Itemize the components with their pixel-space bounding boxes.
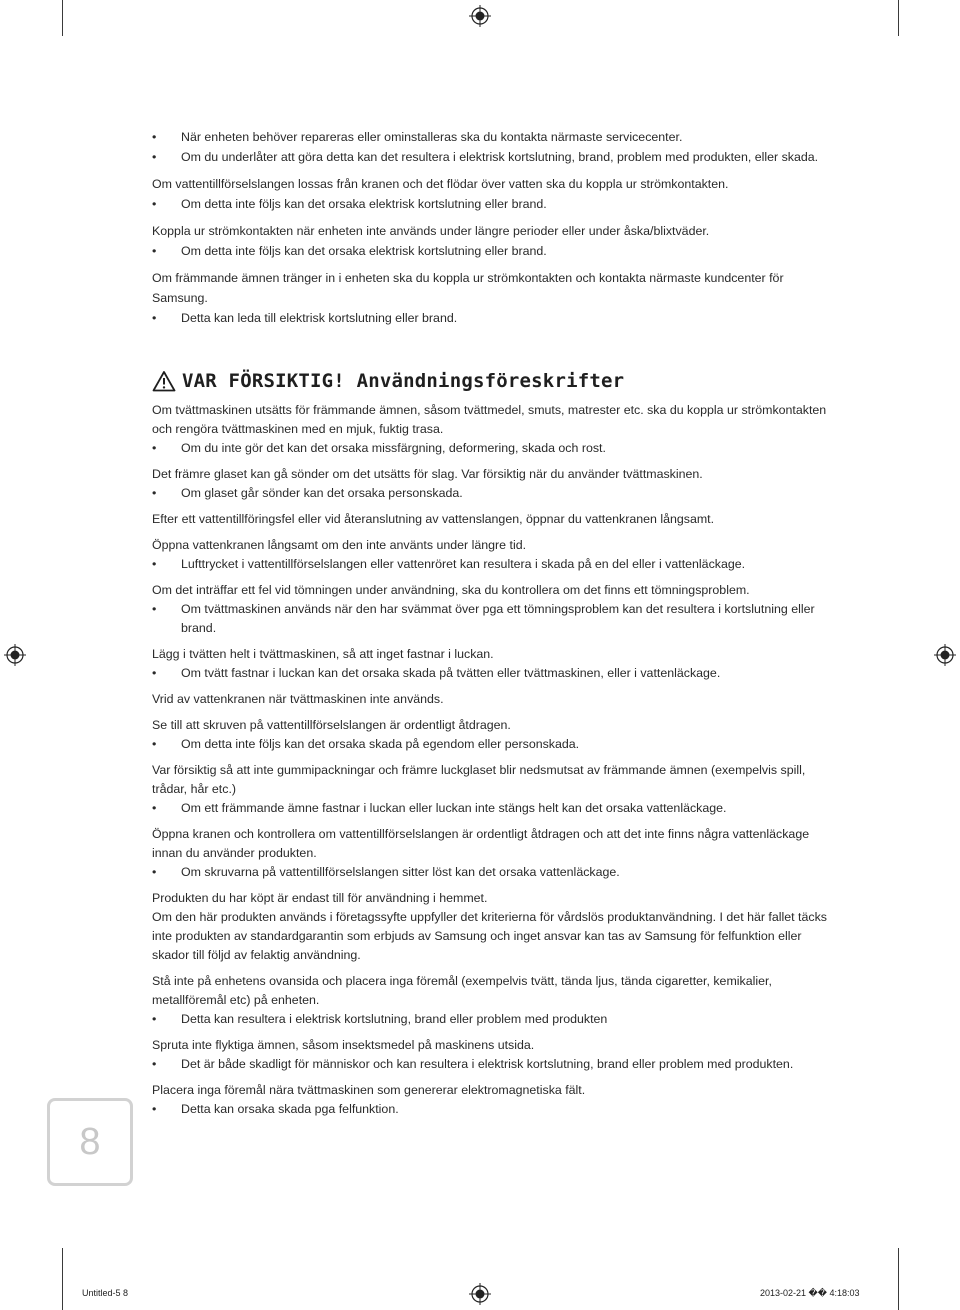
bullet-icon: • xyxy=(152,801,157,815)
bullet-icon: • xyxy=(152,865,157,879)
bullet-icon: • xyxy=(152,441,157,455)
page-number: 8 xyxy=(79,1120,101,1163)
bullet-icon: • xyxy=(152,244,157,258)
bullet-item xyxy=(152,308,832,328)
bullet-text: Om tvätt fastnar i luckan kan det orsaka skada på tvätten eller tvättmaskinen, eller i vattenläckage. xyxy=(181,666,721,680)
registration-mark-icon xyxy=(4,644,26,666)
paragraph: Det främre glaset kan gå sönder om det utsätts för slag. Var försiktig när du använder tvättmaskinen. xyxy=(152,467,703,481)
bullet-item xyxy=(152,863,832,882)
footer-timestamp: 2013-02-21 �� 4:18:03 xyxy=(760,1288,860,1298)
bullet-item xyxy=(152,241,832,261)
bullet-item xyxy=(152,439,832,458)
paragraph: Lägg i tvätten helt i tvättmaskinen, så att inget fastnar i luckan. xyxy=(152,647,494,661)
paragraph: Placera inga föremål nära tvättmaskinen som genererar elektromagnetiska fält. xyxy=(152,1083,586,1097)
bullet-icon: • xyxy=(152,1057,157,1071)
bullet-text: När enheten behöver repareras eller ominstalleras ska du kontakta närmaste servicecenter. xyxy=(181,130,683,144)
bullet-text: Detta kan orsaka skada pga felfunktion. xyxy=(181,1102,399,1116)
paragraph: Öppna vattenkranen långsamt om den inte använts under längre tid. xyxy=(152,538,527,552)
paragraph: Var försiktig så att inte gummipackningar och främre luckglaset blir nedsmutsat av främmande ämnen (exempelvis spill, trådar, hår etc.) xyxy=(152,763,806,796)
crop-mark xyxy=(62,0,63,36)
bullet-icon: • xyxy=(152,311,157,325)
crop-mark xyxy=(62,1248,63,1310)
bullet-item xyxy=(152,735,832,754)
bullet-text: Om detta inte följs kan det orsaka elektrisk kortslutning eller brand. xyxy=(181,197,547,211)
bullet-text: Om du underlåter att göra detta kan det resultera i elektrisk kortslutning, brand, problem med produkten, eller skada. xyxy=(181,150,819,164)
paragraph: Om den här produkten används i företagssyfte uppfyller det kriterierna för vårdslös produktanvändning. I det här fallet täcks inte produkten av standardgarantin som erbjuds av Samsung och inget ansvar kan tas av Samsung för felfunktion eller skador till följd av felaktig användning. xyxy=(152,910,827,962)
bullet-text: Detta kan leda till elektrisk kortslutning eller brand. xyxy=(181,311,458,325)
paragraph: Spruta inte flyktiga ämnen, såsom insektsmedel på maskinens utsida. xyxy=(152,1038,535,1052)
bullet-icon: • xyxy=(152,602,157,616)
bullet-icon: • xyxy=(152,557,157,571)
bullet-text: Om detta inte följs kan det orsaka skada på egendom eller personskada. xyxy=(181,737,580,751)
registration-mark-icon xyxy=(469,1283,491,1305)
heading-title: VAR FÖRSIKTIG! Användningsföreskrifter xyxy=(182,370,625,392)
registration-mark-icon xyxy=(934,644,956,666)
bullet-icon: • xyxy=(152,737,157,751)
bullet-text: Om glaset går sönder kan det orsaka personskada. xyxy=(181,486,463,500)
bullet-icon: • xyxy=(152,486,157,500)
bullet-item xyxy=(152,1100,832,1119)
paragraph: Stå inte på enhetens ovansida och placera inga föremål (exempelvis tvätt, tända ljus, tända cigaretter, kemikalier, metallföremål etc) på enheten. xyxy=(152,974,772,1007)
page-number-box xyxy=(47,1098,133,1186)
paragraph: Vrid av vattenkranen när tvättmaskinen inte används. xyxy=(152,692,444,706)
bullet-text: Om du inte gör det kan det orsaka missfärgning, deformering, skada och rost. xyxy=(181,441,606,455)
bullet-item xyxy=(152,484,832,503)
warning-icon xyxy=(152,370,176,392)
bullet-item xyxy=(152,127,832,147)
bullet-text: Om tvättmaskinen används när den har svämmat över pga ett tömningsproblem kan det resultera i kortslutning eller brand. xyxy=(181,602,815,635)
bullet-item xyxy=(152,664,832,683)
bullet-text: Om detta inte följs kan det orsaka elektrisk kortslutning eller brand. xyxy=(181,244,547,258)
bullet-text: Det är både skadligt för människor och kan resultera i elektrisk kortslutning, brand eller problem med produkten. xyxy=(181,1057,794,1071)
bullet-icon: • xyxy=(152,197,157,211)
bullet-icon: • xyxy=(152,1102,157,1116)
bullet-item xyxy=(152,1055,832,1074)
paragraph: Se till att skruven på vattentillförselslangen är ordentligt åtdragen. xyxy=(152,718,511,732)
paragraph: Om det inträffar ett fel vid tömningen under användning, ska du kontrollera om det finns ett tömningsproblem. xyxy=(152,583,750,597)
paragraph: Om tvättmaskinen utsätts för främmande ämnen, såsom tvättmedel, smuts, matrester etc. ska du koppla ur strömkontakten och rengöra tvättmaskinen med en mjuk, fuktig trasa. xyxy=(152,403,827,436)
bullet-icon: • xyxy=(152,150,157,164)
paragraph: Öppna kranen och kontrollera om vattentillförselslangen är ordentligt åtdragen och att det inte finns några vattenläckage innan du använder produkten. xyxy=(152,827,810,860)
registration-mark-icon xyxy=(469,5,491,27)
bullet-item xyxy=(152,555,832,574)
paragraph: Efter ett vattentillföringsfel eller vid återanslutning av vattenslangen, öppnar du vattenkranen långsamt. xyxy=(152,512,715,526)
section-2-content xyxy=(152,401,832,1119)
bullet-item xyxy=(152,600,832,638)
crop-mark xyxy=(898,0,899,36)
paragraph: Om främmande ämnen tränger in i enheten ska du koppla ur strömkontakten och kontakta närmaste kundcenter för Samsung. xyxy=(152,271,784,305)
paragraph: Koppla ur strömkontakten när enheten inte används under längre perioder eller under åska/blixtväder. xyxy=(152,224,710,238)
paragraph: Om vattentillförselslangen lossas från kranen och det flödar över vatten ska du koppla ur strömkontakten. xyxy=(152,177,729,191)
bullet-text: Detta kan resultera i elektrisk kortslutning, brand eller problem med produkten xyxy=(181,1012,608,1026)
bullet-item xyxy=(152,194,832,214)
bullet-item xyxy=(152,1010,832,1029)
bullet-item xyxy=(152,147,832,167)
bullet-icon: • xyxy=(152,130,157,144)
section-heading xyxy=(152,366,624,396)
bullet-icon: • xyxy=(152,1012,157,1026)
footer-file-info: Untitled-5 8 xyxy=(82,1288,129,1298)
section-1-content xyxy=(152,127,832,328)
paragraph: Produkten du har köpt är endast till för användning i hemmet. xyxy=(152,891,488,905)
crop-mark xyxy=(898,1248,899,1310)
bullet-text: Om skruvarna på vattentillförselslangen sitter löst kan det orsaka vattenläckage. xyxy=(181,865,620,879)
bullet-text: Om ett främmande ämne fastnar i luckan eller luckan inte stängs helt kan det orsaka vattenläckage. xyxy=(181,801,727,815)
bullet-item xyxy=(152,799,832,818)
bullet-text: Lufttrycket i vattentillförselslangen eller vattenröret kan resultera i skada på en del eller i vattenläckage. xyxy=(181,557,746,571)
bullet-icon: • xyxy=(152,666,157,680)
